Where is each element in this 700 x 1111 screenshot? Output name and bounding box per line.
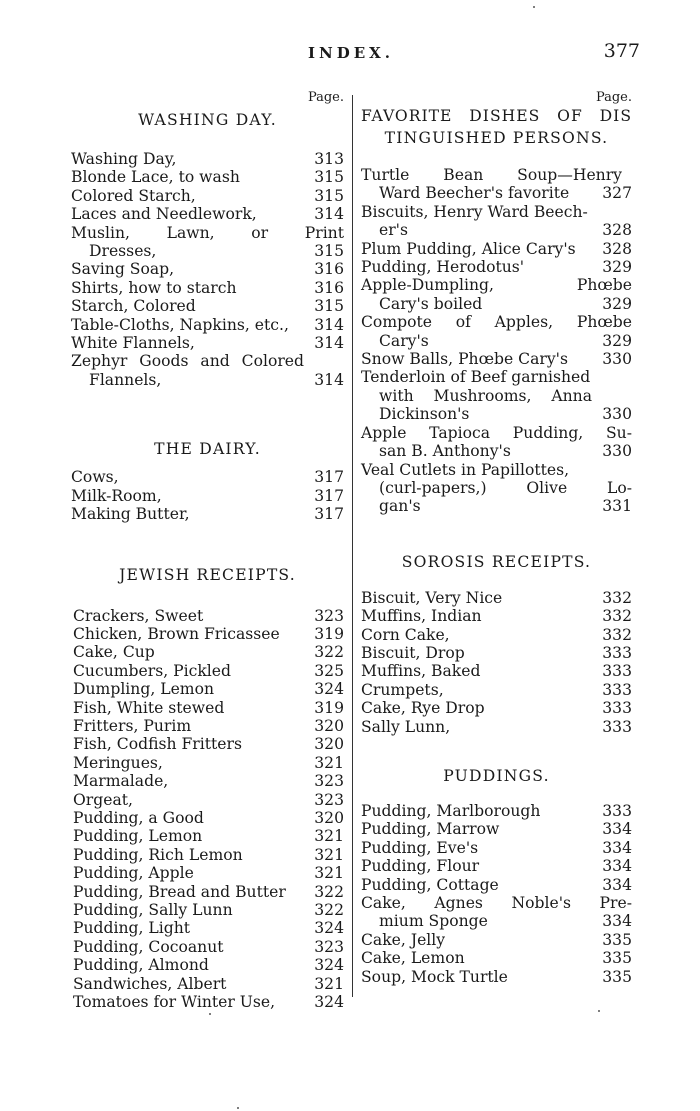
index-entry: Pudding, Almond 324 <box>73 956 344 975</box>
running-head-title: INDEX. <box>308 44 395 62</box>
index-entry: Pudding, Bread and Butter 322 <box>73 882 344 901</box>
index-entry: Pudding, Marlborough 333 <box>361 801 632 820</box>
index-entry: Crackers, Sweet 323 <box>73 606 344 625</box>
index-entry: Apple Tapioca Pudding, Su- san B. Anthony's 330 <box>361 423 632 461</box>
left-column <box>71 90 344 1011</box>
index-entry: Tenderloin of Beef garnished with Mushrooms, Anna Dickinson's 330 <box>361 368 632 424</box>
index-entry: Pudding, Herodotus' 329 <box>361 258 632 277</box>
index-entry: Shirts, how to starch 316 <box>71 278 344 297</box>
section-title-washing-day: WASHING DAY. <box>138 111 277 129</box>
index-entry: Sally Lunn, 333 <box>361 717 632 736</box>
index-entry: Pudding, Flour 334 <box>361 857 632 876</box>
index-entry: Cake, Jelly 335 <box>361 930 632 949</box>
index-entry: Making Butter, 317 <box>71 505 344 524</box>
index-entry: Muffins, Baked 333 <box>361 662 632 681</box>
index-entry: Pudding, a Good 320 <box>73 808 344 827</box>
page-column-label: Page. <box>307 90 344 105</box>
index-entry: Dumpling, Lemon 324 <box>73 680 344 699</box>
index-entry: White Flannels, 314 <box>71 334 344 353</box>
section-title-sorosis-receipts: SOROSIS RECEIPTS. <box>401 552 592 571</box>
index-entry: Pudding, Marrow 334 <box>361 820 632 839</box>
index-entry: Chicken, Brown Fricassee 319 <box>73 624 344 643</box>
section-title-favorite-dishes: FAVORITE DISHES OF DIS <box>361 107 632 125</box>
index-entry: Cake, Agnes Noble's Pre- mium Sponge 334 <box>361 894 632 931</box>
running-head <box>0 40 700 68</box>
print-speck <box>533 6 535 8</box>
index-entry: Pudding, Sally Lunn 322 <box>73 901 344 919</box>
index-entry: Table-Cloths, Napkins, etc., 314 <box>71 315 344 334</box>
section-title-jewish-receipts: JEWISH RECEIPTS. <box>119 565 296 584</box>
index-entry: Laces and Needlework, 314 <box>71 205 344 224</box>
section-title-dairy: THE DAIRY. <box>154 440 261 459</box>
index-entry: Muslin, Lawn, or Print Dresses, 315 <box>71 223 344 261</box>
column-divider <box>352 95 353 997</box>
index-entry: Apple-Dumpling, Phœbe Cary's boiled 329 <box>361 276 632 313</box>
index-entry: Meringues, 321 <box>73 753 344 772</box>
index-entry: Fritters, Purim 320 <box>73 716 344 735</box>
index-entry: Pudding, Cocoanut 323 <box>73 937 344 956</box>
index-entry: Pudding, Apple 321 <box>73 864 344 883</box>
index-entry: Pudding, Cottage 334 <box>361 875 632 894</box>
index-entry: Biscuits, Henry Ward Beech- er's 328 <box>361 202 632 240</box>
index-entry: Blonde Lace, to wash 315 <box>71 168 344 187</box>
index-entry: Biscuit, Very Nice 332 <box>361 588 632 607</box>
index-entry: Fish, Codfish Fritters 320 <box>73 735 344 754</box>
index-entry: Snow Balls, Phœbe Cary's 330 <box>361 350 632 369</box>
index-entry: Colored Starch, 315 <box>71 186 344 205</box>
index-entry: Tomatoes for Winter Use, 324 <box>73 993 344 1012</box>
index-entry: Marmalade, 323 <box>73 772 344 791</box>
right-column <box>361 90 632 986</box>
print-speck <box>237 1107 239 1109</box>
jewish-receipts-list <box>71 607 344 1012</box>
index-entry: Cake, Lemon 335 <box>361 949 632 968</box>
index-entry: Saving Soap, 316 <box>71 260 344 279</box>
index-entry: Starch, Colored 315 <box>71 297 344 316</box>
index-entry: Washing Day, 313 <box>71 150 344 168</box>
index-entry: Crumpets, 333 <box>361 680 632 699</box>
index-entry: Cucumbers, Pickled 325 <box>73 661 344 680</box>
index-entry: Pudding, Light 324 <box>73 919 344 938</box>
index-entry: Fish, White stewed 319 <box>73 698 344 717</box>
index-entry: Cake, Cup 322 <box>73 643 344 662</box>
index-entry: Pudding, Lemon 321 <box>73 827 344 846</box>
page-column-label: Page. <box>595 90 632 105</box>
index-entry: Pudding, Rich Lemon 321 <box>73 845 344 864</box>
index-entry: Corn Cake, 332 <box>361 625 632 644</box>
index-entry: Cows, 317 <box>71 468 344 487</box>
print-speck <box>598 1010 600 1012</box>
index-entry: Pudding, Eve's 334 <box>361 838 632 857</box>
index-entry: Soup, Mock Turtle 335 <box>361 967 632 986</box>
index-entry: Compote of Apples, Phœbe Cary's 329 <box>361 313 632 350</box>
section-title-favorite-dishes-cont: TINGUISHED PERSONS. <box>384 129 609 147</box>
index-entry: Turtle Bean Soup—Henry Ward Beecher's favorite 327 <box>361 166 632 203</box>
page-number: 377 <box>603 40 640 62</box>
index-entry: Milk-Room, 317 <box>71 486 344 505</box>
index-entry: Cake, Rye Drop 333 <box>361 699 632 718</box>
index-entry: Orgeat, 323 <box>73 790 344 809</box>
index-entry: Biscuit, Drop 333 <box>361 643 632 662</box>
index-entry: Veal Cutlets in Papillottes, (curl-papers,) Olive Lo- gan's 331 <box>361 460 632 516</box>
print-speck <box>209 1013 211 1015</box>
index-entry: Plum Pudding, Alice Cary's 328 <box>361 239 632 258</box>
section-title-puddings: PUDDINGS. <box>443 766 550 785</box>
index-entry: Sandwiches, Albert 321 <box>73 974 344 993</box>
index-entry: Muffins, Indian 332 <box>361 607 632 626</box>
index-entry: Zephyr Goods and Colored Flannels, 314 <box>71 352 344 389</box>
